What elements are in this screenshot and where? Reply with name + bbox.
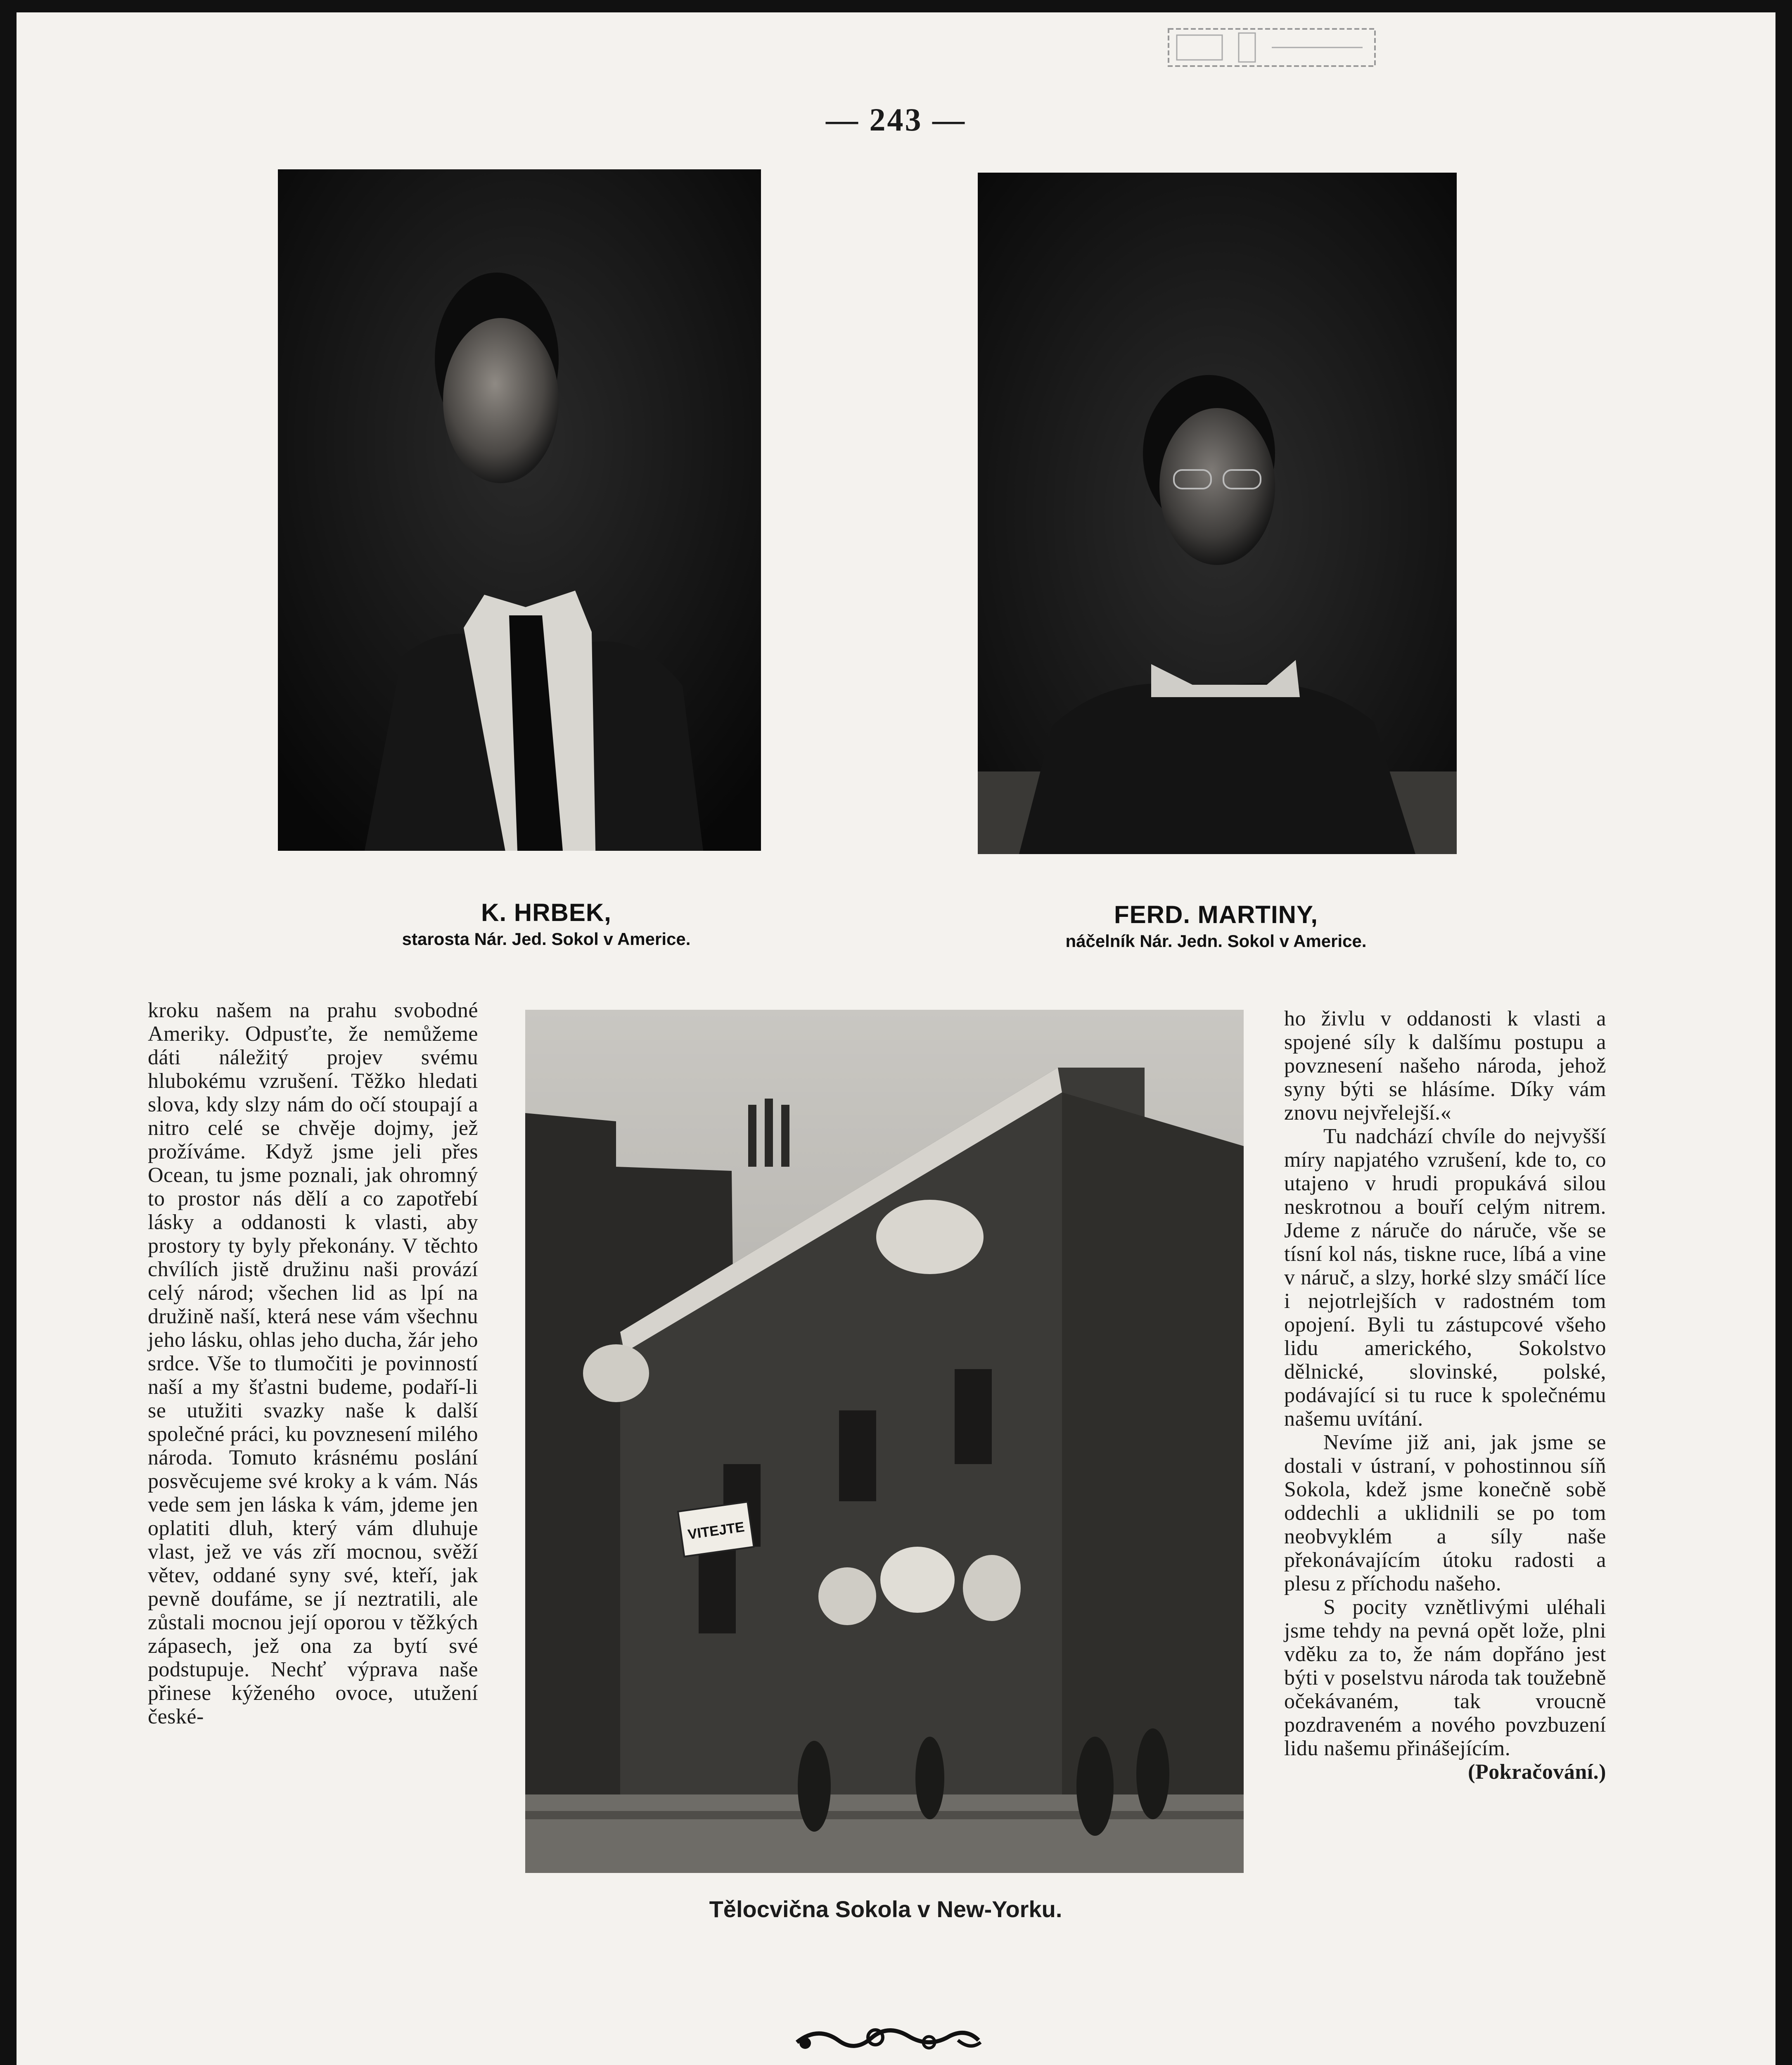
- building-photo: [525, 1010, 1244, 1873]
- paragraph: ho živlu v oddanosti k vlasti a spojené síly k dalšímu postupu a povznesení našeho národa, jehož syny býti se hlásíme. Díky vám znovu nejvřelejší.«: [1284, 1007, 1606, 1125]
- building-caption: Tělocvična Sokola v New-Yorku.: [709, 1896, 1062, 1922]
- banner-text: VITEJTE: [687, 1519, 746, 1543]
- library-stamp-icon: [1164, 25, 1379, 70]
- caption-hrbek: [278, 898, 815, 949]
- paragraph: S pocity vznětlivými uléhali jsme tehdy na pevná opět lože, plni vděku za to, že nám dopřáno jest býti v poselstvu národa tak toužebně očekávaném, tak vroucně pozdraveném a nového povzbuzení lidu našemu přinášejícím.: [1284, 1595, 1606, 1760]
- portrait-hrbek: [278, 169, 761, 851]
- paragraph: Nevíme již ani, jak jsme se dostali v ústraní, v pohostinnou síň Sokola, kdež jsme konečně sobě oddechli a uklidnili se po tom neobvyklém a síly naše překonávajícím útoku radosti a plesu z příchodu našeho.: [1284, 1431, 1606, 1595]
- portrait-role: starosta Nár. Jed. Sokol v Americe.: [402, 929, 691, 949]
- page-number: — 243 —: [826, 102, 966, 138]
- text-column-right: [1284, 1007, 1606, 1784]
- paragraph: Tu nadchází chvíle do nejvyšší míry napjatého vzrušení, kde to, co utajeno v hrudi propukává silou neskrotnou a bouří celým nitrem. Jdeme z náruče do náruče, vše se tísní kol nás, tiskne ruce, líbá a vine v náruč, a slzy, horké slzy smáčí líce i nejotrlejších v radostném tom opojení. Byli tu zástupcové všeho lidu amerického, Sokolstvo dělnické, slovinské, polské, podávající si tu ruce k společnému našemu uvítání.: [1284, 1125, 1606, 1431]
- ornament-icon: [793, 2018, 983, 2059]
- portrait-martiny: [978, 173, 1457, 854]
- text-column-left: [148, 999, 478, 1728]
- portrait-name: K. HRBEK,: [481, 899, 612, 926]
- caption-martiny: [958, 900, 1474, 951]
- paragraph: kroku našem na prahu svobodné Ameriky. Odpusťte, že nemůžeme dáti náležitý projev svému hlubokému vzrušení. Těžko hledati slova, kdy slzy nám do očí stoupají a nitro celé se chvěje dojmy, jež prožíváme. Když jsme jeli přes Ocean, tu jsme poznali, jak ohromný to prostor nás dělí a co zapotřebí lásky a oddanosti k vlasti, aby prostory ty byly překonány. V těchto chvílích jistě družinu naši provází celý národ; všechen lid as lpí na družině naší, která nese vám všechnu jeho lásku, ohlas jeho ducha, žár jeho srdce. Vše to tlumočiti je povinností naší a my šťastni budeme, podaří-li se utužiti svazky naše k další společné práci, ku povznesení milého národa. Tomuto krásnému poslání posvěcujeme své kroky a k vám. Nás vede sem jen láska k vám, jdeme jen oplatiti dluh, který vám dluhuje vlast, jež ve vás zří mocnou, svěží větev, oddané syny své, kteří, jak pevně doufáme, se jí neztratili, ale zůstali mocnou její oporou v těžkých zápasech, jež ona za bytí své podstupuje. Nechť výprava naše přinese kýženého ovoce, utužení české-: [148, 999, 478, 1728]
- continued-note: (Pokračování.): [1468, 1760, 1606, 1784]
- portrait-role: náčelník Nár. Jedn. Sokol v Americe.: [1065, 931, 1367, 951]
- portrait-name: FERD. MARTINY,: [1114, 901, 1318, 928]
